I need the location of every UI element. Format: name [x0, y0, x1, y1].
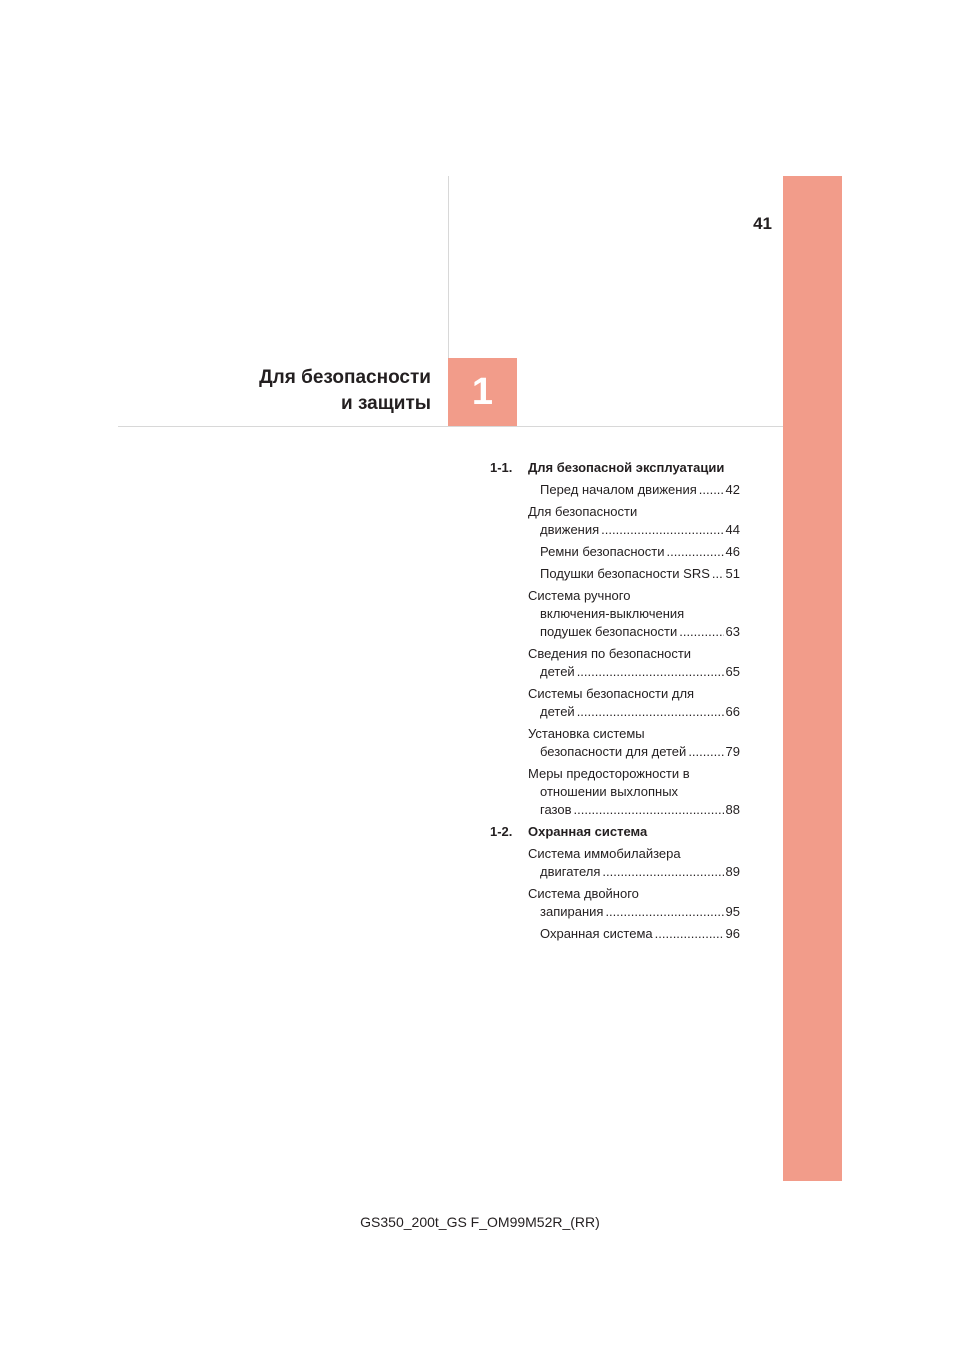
side-tab	[783, 176, 842, 1181]
toc-page-number: 44	[725, 522, 740, 537]
toc-entry-text: Охранная система	[540, 926, 653, 941]
toc-page-number: 88	[725, 802, 740, 817]
leader-dots	[601, 521, 723, 539]
toc-entry[interactable]	[528, 587, 740, 641]
toc-entry-text: Для безопасности	[528, 504, 638, 519]
footer-code: GS350_200t_GS F_OM99M52R_(RR)	[360, 1214, 600, 1230]
leader-dots	[605, 903, 723, 921]
toc-page-number: 66	[725, 704, 740, 719]
toc-page-number: 46	[725, 544, 740, 559]
toc-page-number: 63	[725, 624, 740, 639]
leader-dots	[602, 863, 723, 881]
toc-entry[interactable]	[528, 885, 740, 921]
toc-page-number: 65	[725, 664, 740, 679]
toc-entry-text: Система ручного	[528, 588, 631, 603]
toc-entry[interactable]	[528, 765, 740, 819]
chapter-number-box: 1	[448, 358, 517, 426]
toc-page-number: 42	[725, 482, 740, 497]
toc-entry-text: отношении выхлопных	[540, 784, 679, 799]
toc-entry-text: Меры предосторожности в	[528, 766, 690, 781]
toc-entry[interactable]	[528, 925, 740, 943]
toc-entry-text: Перед началом движения	[540, 482, 697, 497]
toc-entry[interactable]	[528, 565, 740, 583]
toc-entry[interactable]	[528, 503, 740, 539]
leader-dots	[688, 743, 723, 761]
section-title: Охранная система	[528, 824, 648, 839]
toc-page-number: 89	[725, 864, 740, 879]
toc-entry-text: Подушки безопасности SRS	[540, 566, 710, 581]
toc-entry-text: Установка системы	[528, 726, 645, 741]
toc-entry[interactable]	[528, 725, 740, 761]
section-number: 1-1.	[490, 460, 513, 475]
vertical-divider	[448, 176, 449, 358]
toc-entry[interactable]	[528, 845, 740, 881]
toc-entry[interactable]	[528, 543, 740, 561]
toc-entry-text: Система иммобилайзера	[528, 846, 681, 861]
toc-entry[interactable]	[528, 481, 740, 499]
table-of-contents	[490, 459, 740, 947]
leader-dots	[574, 801, 724, 819]
leader-dots	[699, 481, 724, 499]
toc-entry-text: движения	[540, 522, 600, 537]
toc-entry[interactable]	[528, 645, 740, 681]
toc-entry-text: подушек безопасности	[540, 624, 678, 639]
leader-dots	[577, 703, 724, 721]
toc-entry-text: Ремни безопасности	[540, 544, 665, 559]
section-number: 1-2.	[490, 824, 513, 839]
toc-entry-text: Система двойного	[528, 886, 639, 901]
page-number: 41	[753, 214, 772, 233]
toc-entry[interactable]	[528, 685, 740, 721]
horizontal-divider	[118, 426, 783, 427]
toc-entry-text: Системы безопасности для	[528, 686, 695, 701]
toc-entry-text: Сведения по безопасности	[528, 646, 692, 661]
leader-dots	[679, 623, 723, 641]
toc-page-number: 51	[725, 566, 740, 581]
toc-page-number: 96	[725, 926, 740, 941]
toc-section-heading	[490, 823, 740, 841]
toc-page-number: 95	[725, 904, 740, 919]
leader-dots	[655, 925, 724, 943]
toc-entry-text: включения-выключения	[540, 606, 685, 621]
section-title: Для безопасной эксплуатации	[528, 460, 725, 475]
leader-dots	[712, 565, 724, 583]
leader-dots	[577, 663, 724, 681]
toc-entry-text: запирания	[540, 904, 604, 919]
toc-entry-text: детей	[540, 704, 575, 719]
chapter-title-line2: и защиты	[341, 393, 431, 414]
toc-page-number: 79	[725, 744, 740, 759]
chapter-title-line1: Для безопасности	[259, 367, 431, 388]
toc-entry-text: детей	[540, 664, 575, 679]
chapter-title	[200, 365, 431, 417]
toc-entry-text: безопасности для детей	[540, 744, 687, 759]
leader-dots	[667, 543, 724, 561]
toc-entry-text: двигателя	[540, 864, 601, 879]
toc-section-heading	[490, 459, 740, 477]
toc-entry-text: газов	[540, 802, 572, 817]
